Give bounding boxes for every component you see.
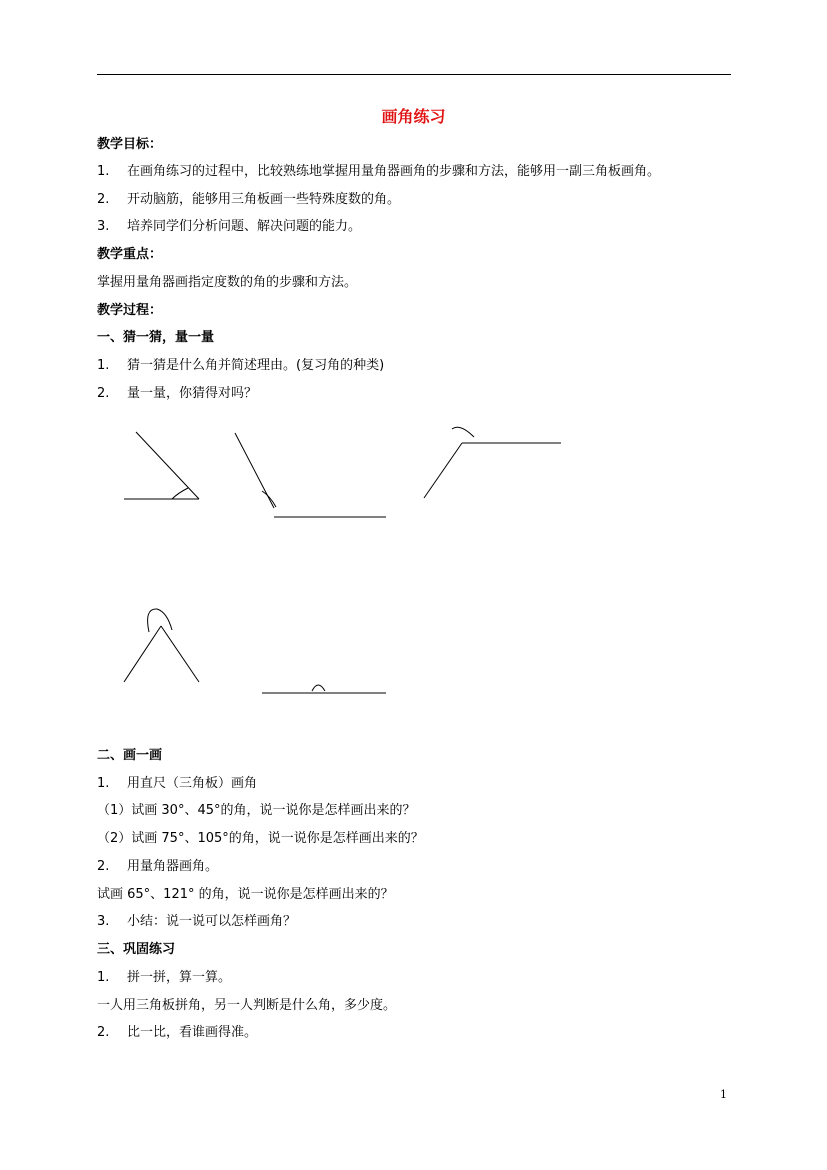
item-text: 培养同学们分析问题、解决问题的能力。 [127, 219, 362, 234]
item-number: 3. [97, 219, 110, 234]
angle-figure-4 [124, 609, 199, 682]
section3-item [97, 969, 231, 987]
item-text: 小结：说一说可以怎样画角？ [127, 914, 297, 929]
item-text: 量一量，你猜得对吗？ [127, 386, 258, 401]
section2-item [97, 775, 257, 793]
item-text: 开动脑筋，能够用三角板画一些特殊度数的角。 [127, 192, 401, 207]
item-number: 1. [97, 358, 110, 373]
page-number: 1 [720, 1088, 727, 1101]
item-number: 2. [97, 859, 110, 874]
keypoint-text: 掌握用量角器画指定度数的角的步骤和方法。 [97, 275, 358, 290]
section2-sub: （2）试画 75°、105°的角，说一说你是怎样画出来的？ [97, 831, 424, 846]
objectives-heading: 教学目标： [97, 137, 163, 152]
keypoint-heading: 教学重点： [97, 247, 163, 262]
angle-figure-1 [124, 432, 199, 499]
item-number: 1. [97, 776, 110, 791]
section3-heading: 三、巩固练习 [97, 942, 176, 957]
section1-heading: 一、猜一猜，量一量 [97, 330, 215, 345]
item-text: 拼一拼，算一算。 [127, 970, 232, 985]
section2-item [97, 858, 218, 876]
item-number: 2. [97, 192, 110, 207]
angle-figure-5 [262, 685, 386, 693]
item-number: 2. [97, 1025, 110, 1040]
item-number: 2. [97, 386, 110, 401]
item-text: 在画角练习的过程中，比较熟练地掌握用量角器画角的步骤和方法，能够用一副三角板画角。 [127, 164, 661, 179]
section2-sub: （1）试画 30°、45°的角，说一说你是怎样画出来的？ [97, 803, 416, 818]
item-number: 3. [97, 914, 110, 929]
section3-item [97, 1024, 257, 1042]
item-text: 用直尺（三角板）画角 [127, 776, 258, 791]
section2-item [97, 913, 296, 931]
section3-detail: 一人用三角板拼角，另一人判断是什么角，多少度。 [97, 998, 397, 1013]
section2-detail: 试画 65°、121° 的角，说一说你是怎样画出来的？ [97, 887, 394, 902]
item-number: 1. [97, 164, 110, 179]
angle-figure-2 [235, 433, 386, 517]
section2-heading: 二、画一画 [97, 748, 163, 763]
process-heading: 教学过程： [97, 303, 163, 318]
item-number: 1. [97, 970, 110, 985]
page-title: 画角练习 [381, 107, 446, 126]
item-text: 用量角器画角。 [127, 859, 219, 874]
angle-figure-3 [424, 427, 561, 498]
item-text: 猜一猜是什么角并简述理由。(复习角的种类) [127, 358, 385, 373]
item-text: 比一比，看谁画得准。 [127, 1025, 258, 1040]
